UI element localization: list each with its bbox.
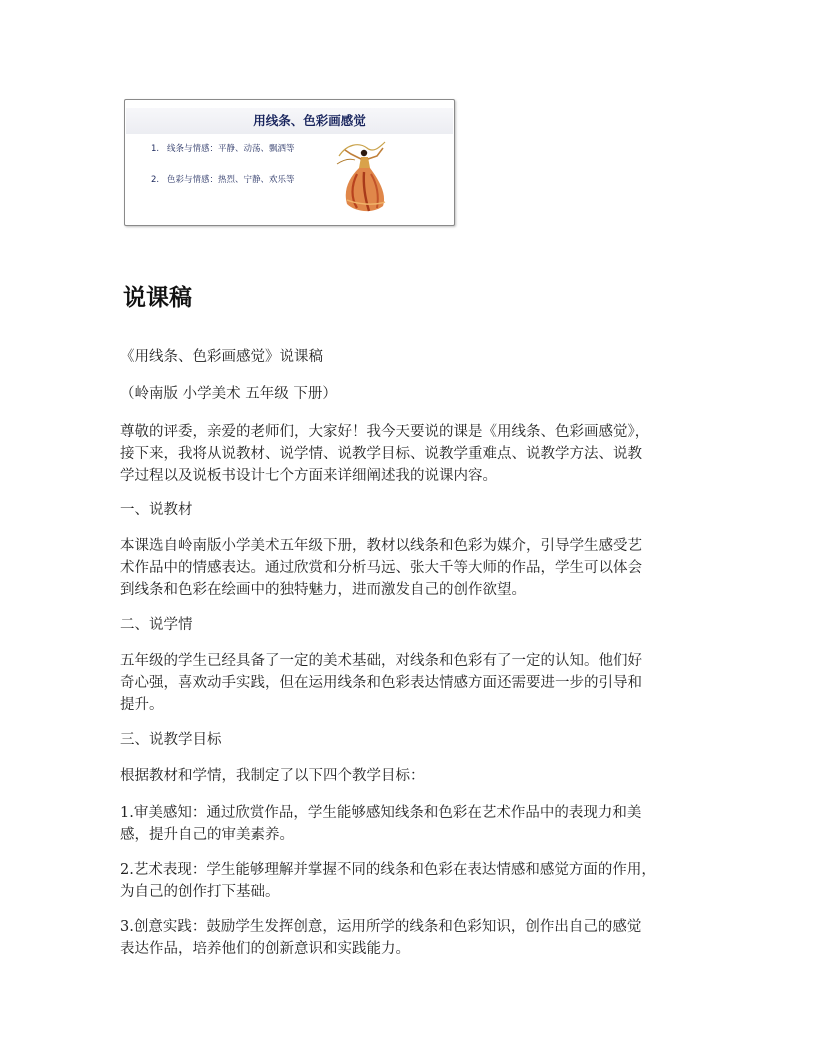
objective-item: 2.艺术表现：学生能够理解并掌握不同的线条和色彩在表达情感和感觉方面的作用， 为自己的创作打下基础。: [120, 862, 656, 900]
slide-item-text: 线条与情感：平静、动荡、飘洒等: [167, 144, 295, 154]
slide-item-number: 2.: [151, 175, 160, 185]
students-paragraph: 五年级的学生已经具备了一定的美术基础，对线条和色彩有了一定的认知。他们好 奇心强，喜欢动手实践，但在运用线条和色彩表达情感方面还需要进一步的引导和 提升。: [120, 653, 642, 713]
page-title: 说课稿: [123, 285, 192, 311]
objective-item: 1.审美感知：通过欣赏作品，学生能够感知线条和色彩在艺术作品中的表现力和美 感，提升自己的审美素养。: [120, 805, 642, 843]
slide-item-number: 1.: [151, 144, 160, 154]
intro-paragraph: 尊敬的评委，亲爱的老师们，大家好！我今天要说的课是《用线条、色彩画感觉》， 接下来，我将从说教材、说学情、说教学目标、说教学重难点、说教学方法、说教 学过程以及说板书设计七个方面来详细阐述我的说课内容。: [120, 424, 650, 484]
slide-item-text: 色彩与情感：热烈、宁静、欢乐等: [167, 175, 295, 185]
slide-list-item: [151, 142, 295, 154]
section-heading-students: 二、说学情: [120, 617, 193, 633]
objective-item: 3.创意实践：鼓励学生发挥创意，运用所学的线条和色彩知识，创作出自己的感觉 表达作品，培养他们的创新意识和实践能力。: [120, 919, 642, 957]
dancer-illustration: [333, 134, 391, 216]
edition-line: （岭南版 小学美术 五年级 下册）: [120, 386, 337, 402]
document-title-line: 《用线条、色彩画感觉》说课稿: [120, 349, 323, 365]
objectives-intro: 根据教材和学情，我制定了以下四个教学目标：: [120, 768, 425, 784]
section-heading-objectives: 三、说教学目标: [120, 732, 222, 748]
section-heading-textbook: 一、说教材: [120, 502, 193, 518]
slide-list-item: [151, 173, 295, 185]
textbook-paragraph: 本课选自岭南版小学美术五年级下册，教材以线条和色彩为媒介，引导学生感受艺 术作品中的情感表达。通过欣赏和分析马远、张大千等大师的作品，学生可以体会 到线条和色彩在绘画中的独特魅力，进而激发自己的创作欲望。: [120, 538, 642, 598]
slide-thumbnail: [124, 99, 455, 226]
slide-title: 用线条、色彩画感觉: [253, 113, 366, 128]
